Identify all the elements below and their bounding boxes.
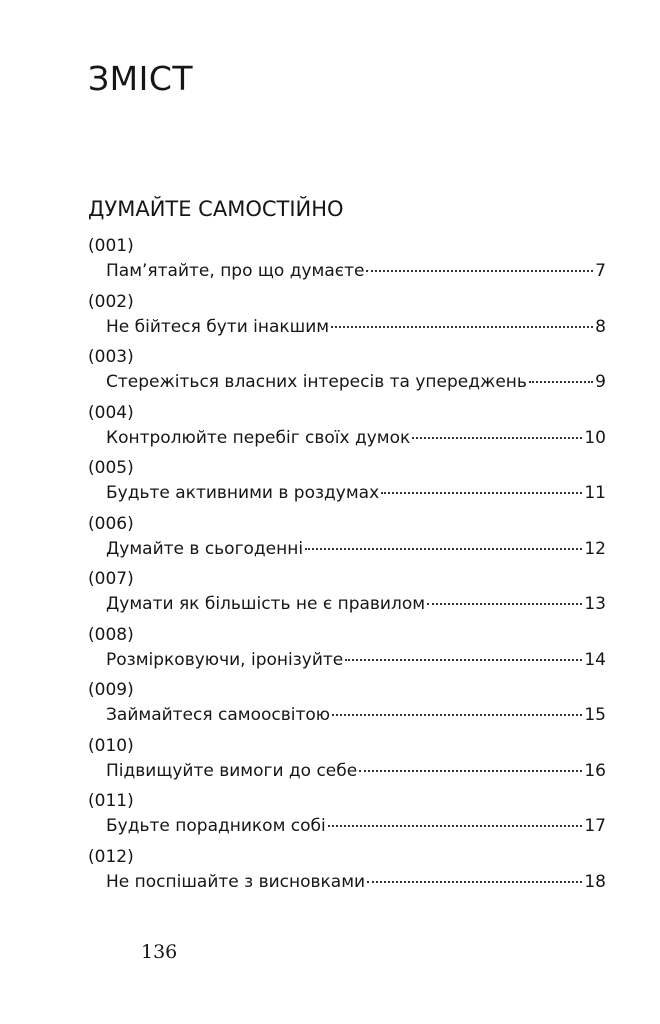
dot-leader	[427, 603, 582, 605]
toc-entry	[88, 347, 606, 403]
toc-entry	[88, 847, 606, 903]
entry-page-number: 18	[584, 871, 606, 892]
entry-page-number: 11	[584, 483, 606, 503]
toc-entry	[88, 625, 606, 681]
entry-line	[106, 538, 606, 560]
entry-line	[106, 649, 606, 671]
entry-number: (008)	[88, 624, 134, 645]
entry-title: Не бійтеся бути інакшим	[106, 316, 330, 337]
dot-leader	[332, 714, 582, 716]
toc-entry	[88, 403, 606, 459]
entry-page-number: 17	[584, 816, 606, 836]
dot-leader	[345, 659, 582, 661]
dot-leader	[412, 437, 582, 439]
entry-title: Підвищуйте вимоги до себе	[106, 760, 358, 781]
section-heading: ДУМАЙТЕ САМОСТІЙНО	[88, 197, 344, 221]
entry-line	[106, 704, 606, 726]
entry-line	[106, 260, 606, 282]
toc-entry	[88, 236, 606, 292]
entry-number: (005)	[88, 458, 134, 478]
dot-leader	[367, 881, 582, 883]
page-title: ЗМІСТ	[88, 59, 194, 98]
entry-number: (003)	[88, 347, 134, 367]
entry-number: (009)	[88, 680, 134, 700]
entry-page-number: 10	[584, 427, 606, 448]
entry-page-number: 15	[584, 705, 606, 725]
toc-entry	[88, 680, 606, 736]
toc-entry	[88, 791, 606, 847]
entry-page-number: 8	[595, 316, 606, 337]
entry-number: (001)	[88, 236, 134, 256]
entry-number: (007)	[88, 569, 134, 589]
entry-number: (010)	[88, 735, 134, 756]
entry-number: (006)	[88, 513, 134, 534]
entry-line	[106, 760, 606, 782]
entry-page-number: 14	[584, 649, 606, 670]
toc-entry	[88, 292, 606, 348]
dot-leader	[359, 770, 582, 772]
dot-leader	[331, 326, 593, 328]
entry-title: Будьте порадником собі	[106, 816, 326, 836]
entry-line	[106, 815, 606, 837]
entry-page-number: 13	[584, 594, 606, 614]
entry-title: Контролюйте перебіг своїх думок	[106, 427, 411, 448]
entry-title: Не поспішайте з висновками	[106, 871, 366, 892]
entry-line	[106, 316, 606, 338]
entry-title: Займайтеся самоосвітою	[106, 705, 331, 725]
entry-page-number: 7	[595, 261, 606, 281]
entry-line	[106, 871, 606, 893]
entry-title: Пам’ятайте, про що думаєте	[106, 261, 365, 281]
entry-line	[106, 371, 606, 393]
entry-title: Думайте в сьогоденні	[106, 538, 304, 559]
toc-entry	[88, 569, 606, 625]
dot-leader	[529, 381, 593, 383]
entry-line	[106, 593, 606, 615]
entry-title: Думати як більшість не є правилом	[106, 594, 426, 614]
dot-leader	[328, 825, 583, 827]
dot-leader	[381, 492, 582, 494]
entry-title: Будьте активними в роздумах	[106, 483, 380, 503]
dot-leader	[366, 270, 593, 272]
page-number: 136	[141, 941, 178, 963]
entry-number: (012)	[88, 846, 134, 867]
table-of-contents	[88, 236, 606, 902]
entry-page-number: 9	[595, 372, 606, 392]
toc-entry	[88, 736, 606, 792]
entry-line	[106, 427, 606, 449]
entry-line	[106, 482, 606, 504]
entry-page-number: 16	[584, 760, 606, 781]
toc-entry	[88, 458, 606, 514]
dot-leader	[305, 548, 582, 550]
entry-page-number: 12	[584, 538, 606, 559]
entry-title: Стережіться власних інтересів та упереджень	[106, 372, 527, 392]
entry-number: (004)	[88, 402, 134, 423]
entry-title: Розмірковуючи, іронізуйте	[106, 649, 344, 670]
entry-number: (002)	[88, 291, 134, 312]
toc-entry	[88, 514, 606, 570]
entry-number: (011)	[88, 791, 134, 811]
